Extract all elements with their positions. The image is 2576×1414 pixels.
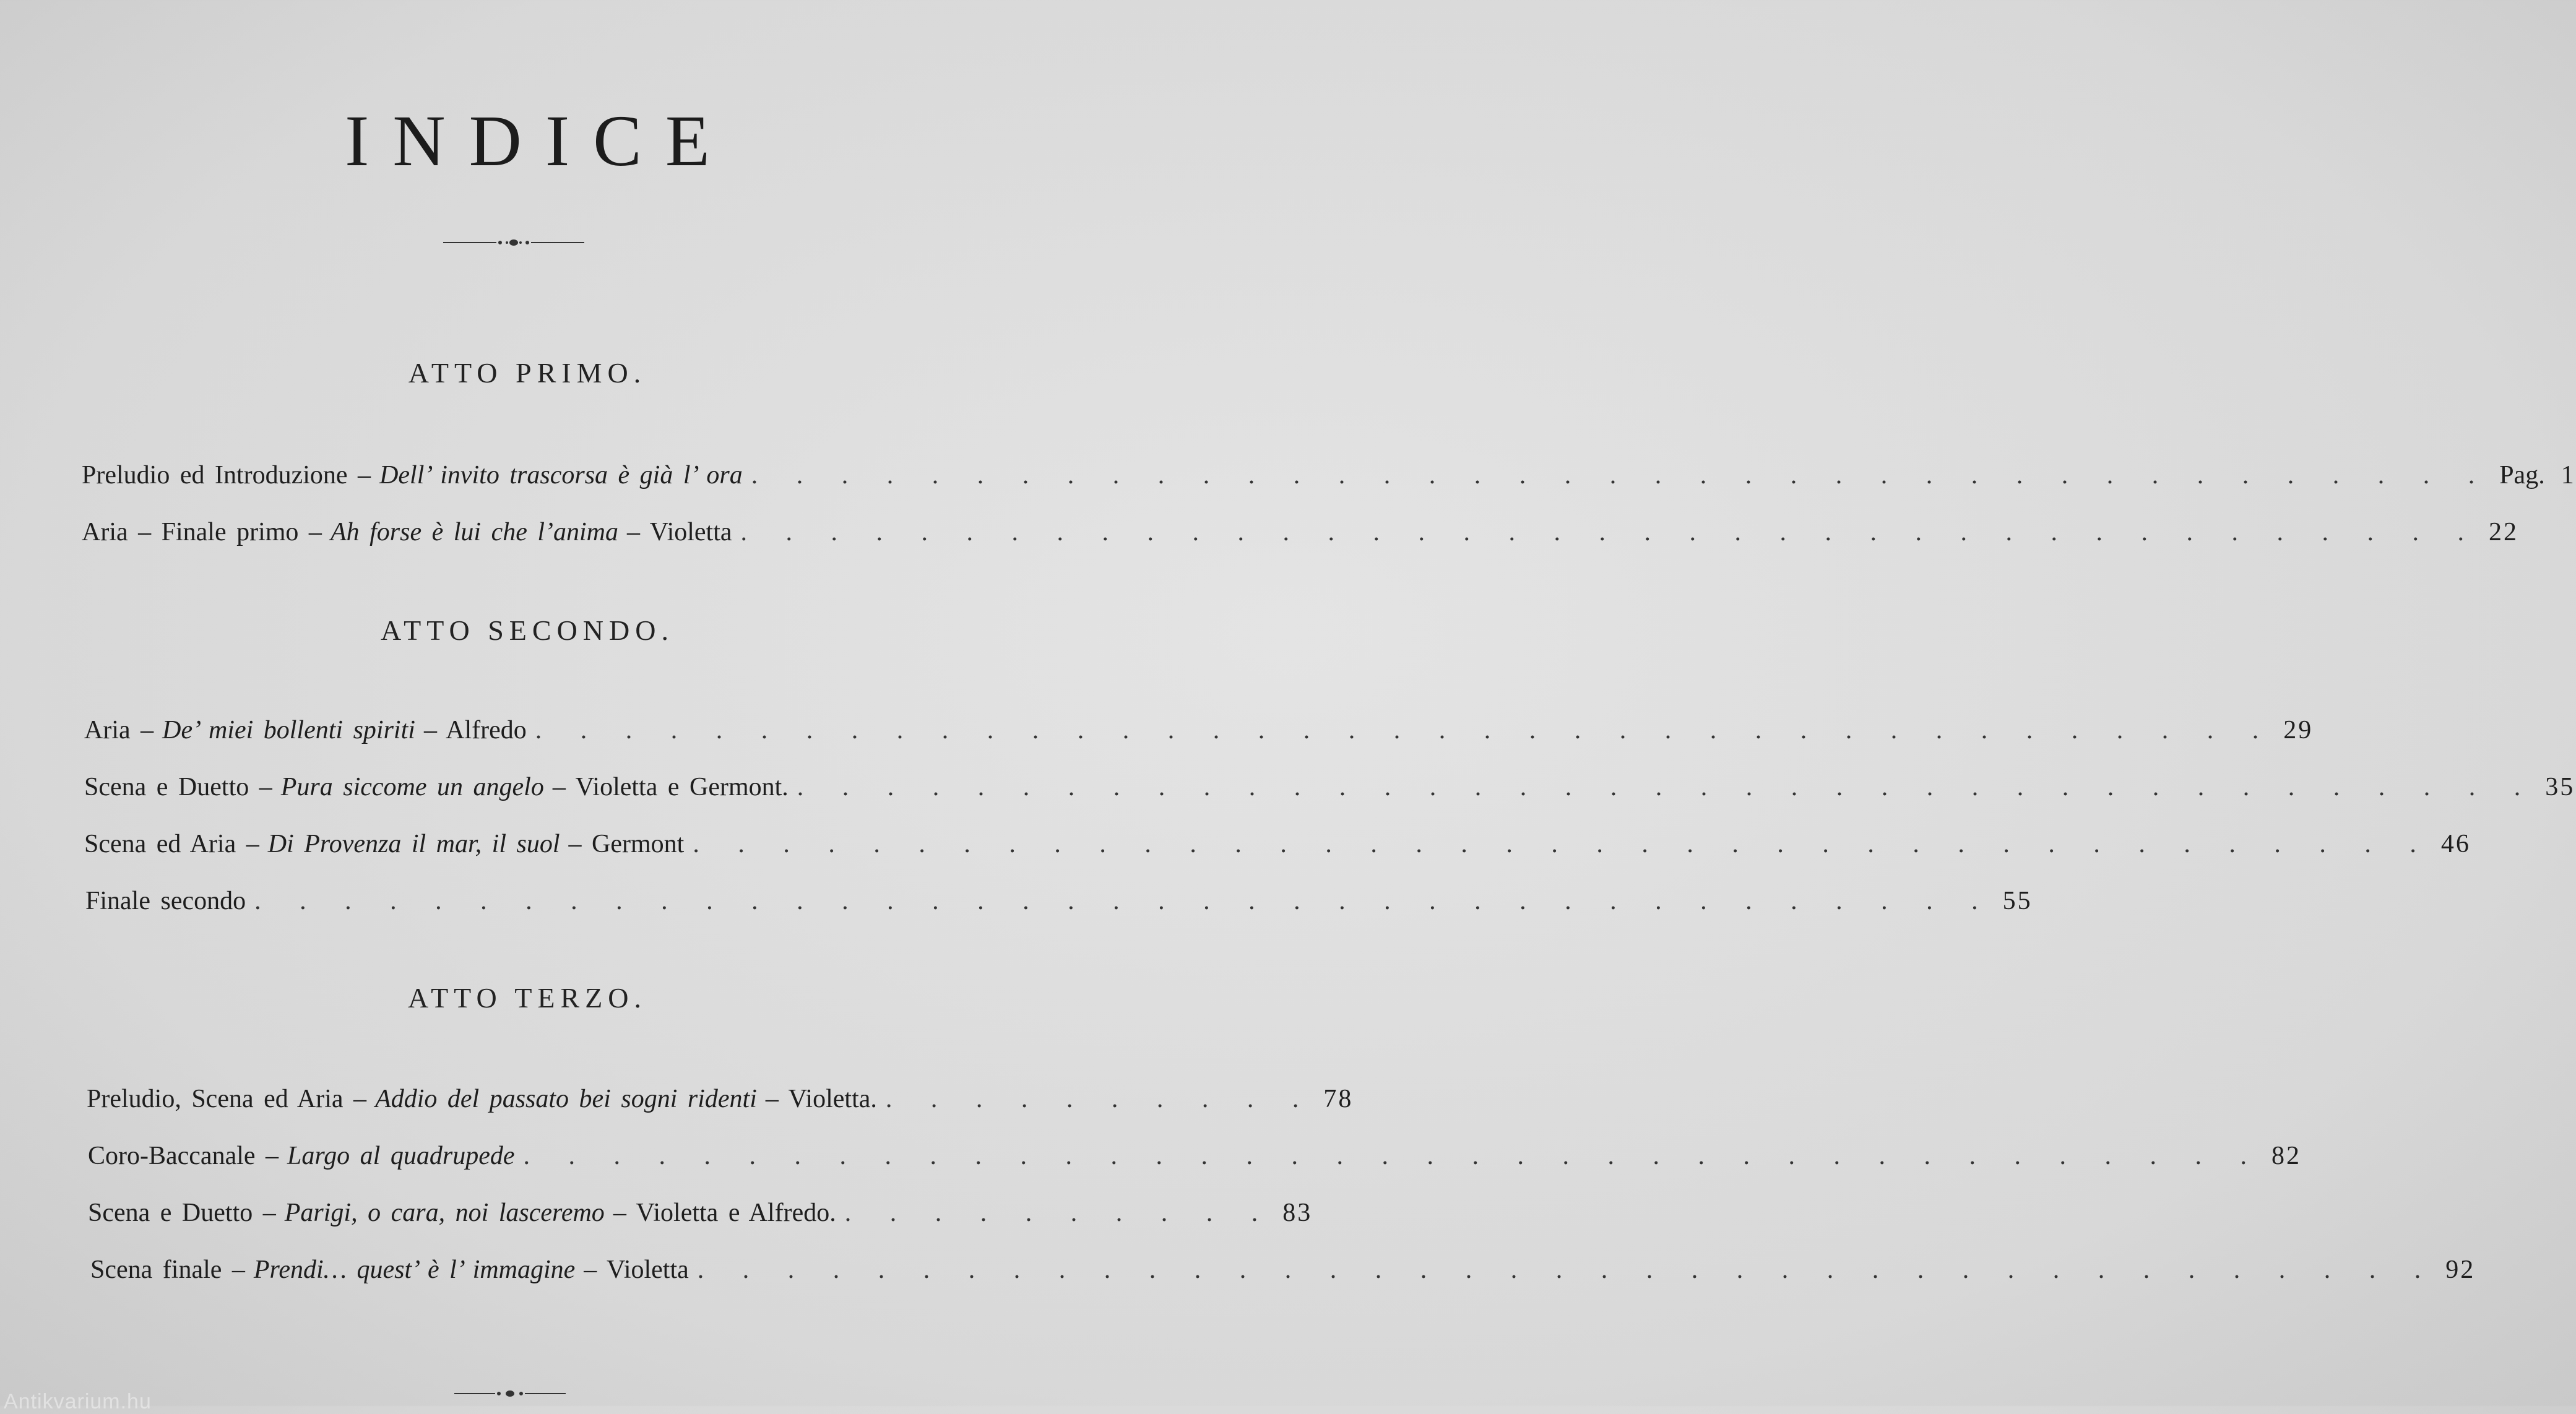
index-entry bbox=[88, 1198, 1313, 1228]
page-number: 1 bbox=[2561, 461, 2576, 489]
entry-character: – Violetta bbox=[584, 1256, 689, 1284]
entry-label: Preludio, Scena ed Aria – bbox=[87, 1085, 367, 1113]
entry-label: Scena finale – bbox=[90, 1256, 245, 1284]
page-number: 55 bbox=[2002, 887, 2033, 915]
page-number: 78 bbox=[1323, 1085, 1354, 1113]
index-entry bbox=[82, 460, 2576, 490]
entry-incipit: Di Provenza il mar, il suol bbox=[267, 830, 560, 858]
entry-character: – Alfredo bbox=[423, 716, 527, 744]
ornament-divider-bottom bbox=[454, 1386, 566, 1401]
entry-character: – Germont bbox=[568, 830, 685, 858]
index-entry bbox=[82, 517, 2519, 547]
index-entry bbox=[84, 715, 2314, 745]
entry-label: Scena e Duetto – bbox=[88, 1199, 276, 1227]
act-heading: ATTO PRIMO. bbox=[408, 357, 647, 389]
dot-leader: . . . . . . . . . . . . . . . . . . . . . . . . . . . . . . . . . . . . . . . bbox=[697, 1256, 2437, 1284]
entry-label: Scena ed Aria – bbox=[84, 830, 259, 858]
entry-label: Aria – bbox=[84, 716, 154, 744]
entry-incipit: Prendi… quest’ è l’ immagine bbox=[253, 1256, 576, 1284]
entry-incipit: De’ miei bollenti spiriti bbox=[162, 716, 415, 744]
page-number: 83 bbox=[1282, 1199, 1313, 1227]
dot-leader: . . . . . . . . . . bbox=[844, 1199, 1274, 1227]
dot-leader: . . . . . . . . . . . . . . . . . . . . . . . . . . . . . . . . . . . . . . . bbox=[254, 887, 1994, 915]
entry-label: Preludio ed Introduzione – bbox=[82, 461, 371, 489]
dot-leader: . . . . . . . . . . . . . . . . . . . . . . . . . . . . . . . . . . . . . . . bbox=[535, 716, 2275, 744]
dot-leader: . . . . . . . . . . . . . . . . . . . . . . . . . . . . . . . . . . . . . . . bbox=[740, 518, 2481, 546]
entry-label: Aria – Finale primo – bbox=[82, 518, 322, 546]
entry-incipit: Ah forse è lui che l’anima bbox=[330, 518, 619, 546]
entry-character: – Violetta e Germont. bbox=[552, 773, 789, 801]
index-entry bbox=[88, 1141, 2301, 1171]
index-entry bbox=[90, 1255, 2476, 1285]
entry-label: Finale secondo bbox=[85, 887, 246, 915]
watermark: Antikvarium.hu bbox=[4, 1390, 152, 1413]
page-number: 92 bbox=[2445, 1256, 2476, 1284]
entry-label: Scena e Duetto – bbox=[84, 773, 272, 801]
act-heading: ATTO SECONDO. bbox=[381, 614, 674, 646]
page-number: 22 bbox=[2489, 518, 2519, 546]
dot-leader: . . . . . . . . . . . . . . . . . . . . . . . . . . . . . . . . . . . . . . . bbox=[693, 830, 2432, 858]
entry-incipit: Largo al quadrupede bbox=[287, 1142, 515, 1170]
entry-character: – Violetta e Alfredo. bbox=[613, 1199, 836, 1227]
entry-character: – Violetta. bbox=[765, 1085, 877, 1113]
entry-incipit: Parigi, o cara, noi lasceremo bbox=[284, 1199, 605, 1227]
dot-leader: . . . . . . . . . . . . . . . . . . . . . . . . . . . . . . . . . . . . . . . bbox=[523, 1142, 2263, 1170]
dot-leader: . . . . . . . . . . . . . . . . . . . . . . . . . . . . . . . . . . . . . . . bbox=[751, 461, 2491, 489]
entry-character: – Violetta bbox=[627, 518, 732, 546]
page-number: 35 bbox=[2545, 773, 2575, 801]
ornament-divider bbox=[443, 235, 584, 250]
entry-label: Coro-Baccanale – bbox=[88, 1142, 279, 1170]
page-number: 29 bbox=[2283, 716, 2314, 744]
act-heading: ATTO TERZO. bbox=[407, 982, 647, 1014]
dot-leader: . . . . . . . . . . . . . . . . . . . . . . . . . . . . . . . . . . . . . . . bbox=[797, 773, 2537, 801]
dot-leader: . . . . . . . . . . bbox=[885, 1085, 1315, 1113]
index-entry bbox=[84, 772, 2575, 802]
page-title: INDICE bbox=[345, 100, 733, 181]
index-entry bbox=[84, 829, 2471, 859]
pag-label: Pag. bbox=[2499, 461, 2545, 489]
page-number: 82 bbox=[2271, 1142, 2301, 1170]
entry-incipit: Pura siccome un angelo bbox=[280, 773, 544, 801]
page-number: 46 bbox=[2440, 830, 2471, 858]
index-entry bbox=[87, 1084, 1354, 1114]
entry-incipit: Dell’ invito trascorsa è già l’ ora bbox=[379, 461, 743, 489]
entry-incipit: Addio del passato bei sogni ridenti bbox=[375, 1085, 757, 1113]
index-entry bbox=[85, 886, 2033, 916]
